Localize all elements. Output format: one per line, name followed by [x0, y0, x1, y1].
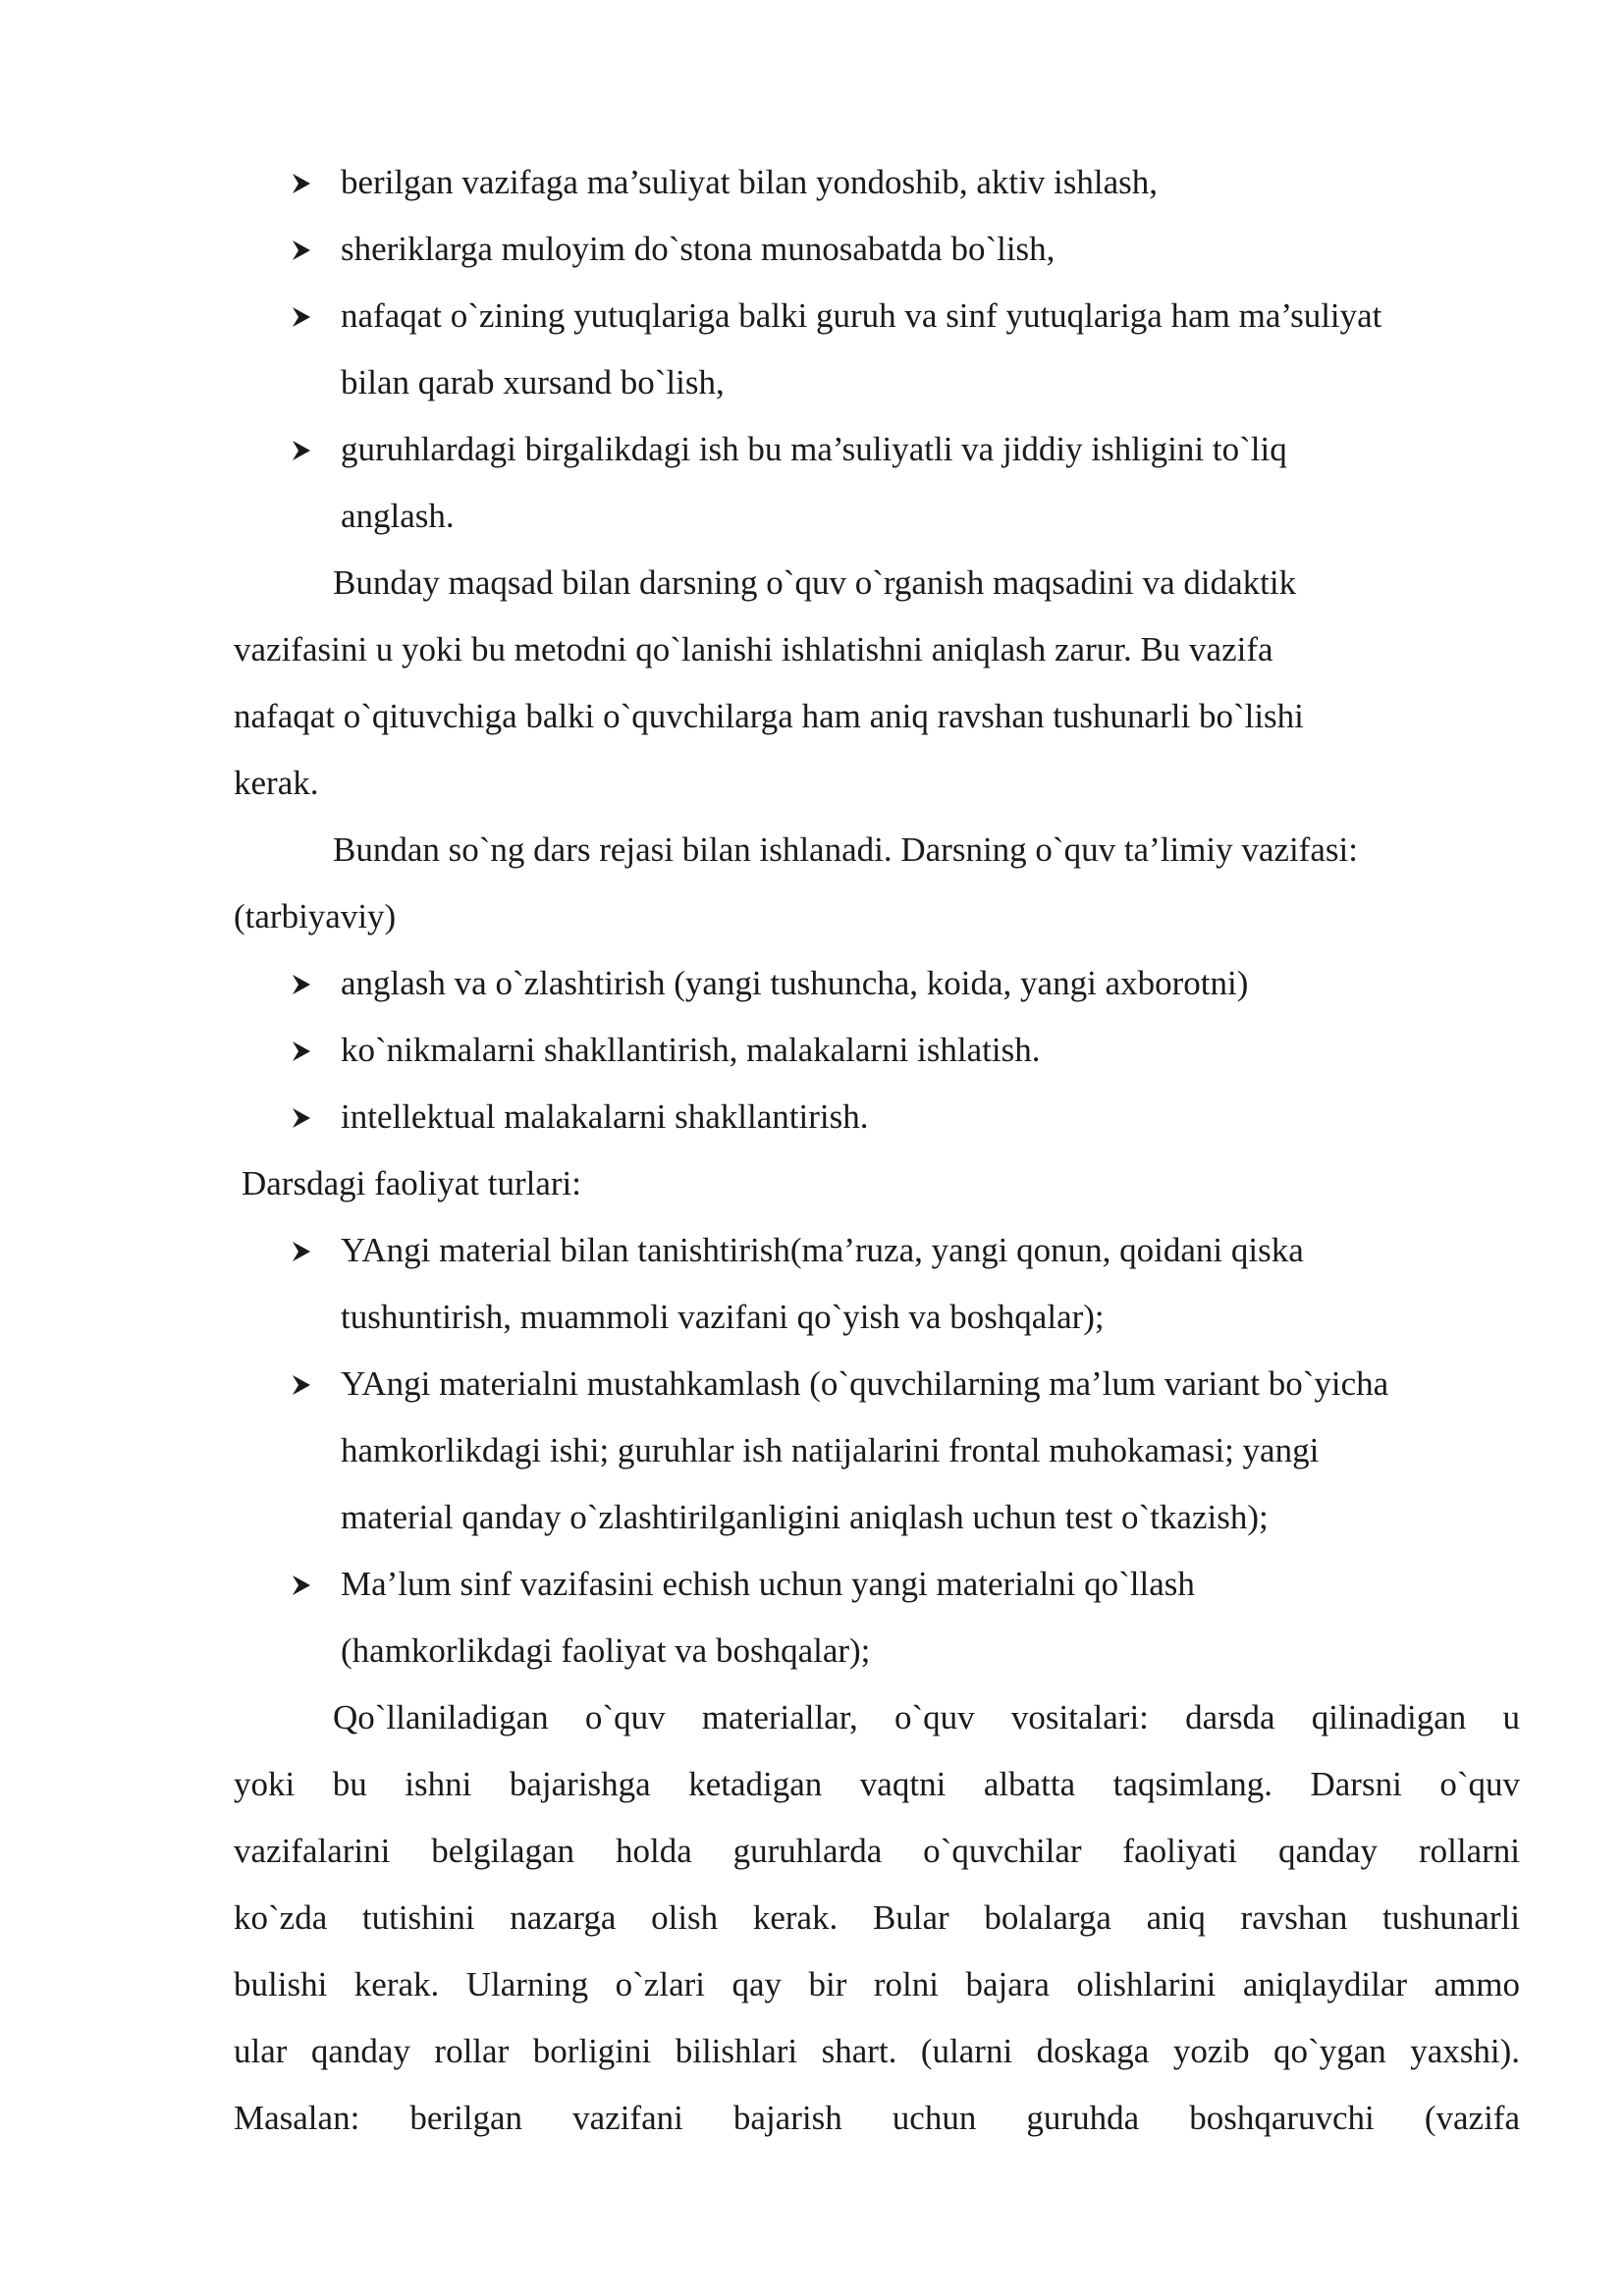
document-page — [234, 149, 1520, 2152]
arrow-bullet-icon — [291, 216, 330, 283]
list-item-text: YAngi material bilan tanishtirish(ma’ruza, yangi qonun, qoidani qiska — [341, 1231, 1304, 1269]
list-item-text: intellektual malakalarni shakllantirish. — [341, 1097, 869, 1136]
list-item-continuation: bilan qarab xursand bo`lish, — [341, 363, 725, 401]
paragraph-line: Bunday maqsad bilan darsning o`quv o`rganish maqsadini va didaktik — [333, 563, 1297, 602]
list-item-text: Ma’lum sinf vazifasini echish uchun yangi materialni qo`llash — [341, 1565, 1195, 1603]
paragraph-line: ko`zda tutishini nazarga olish kerak. Bular bolalarga aniq ravshan tushunarli — [234, 1898, 1520, 1937]
list-item-text: berilgan vazifaga ma’suliyat bilan yondoshib, aktiv ishlash, — [341, 163, 1159, 201]
paragraph-line: vazifasini u yoki bu metodni qo`lanishi ishlatishni aniqlash zarur. Bu vazifa — [234, 630, 1273, 668]
list-item-continuation: material qanday o`zlashtirilganligini aniqlash uchun test o`tkazish); — [341, 1498, 1269, 1536]
list-item-text: YAngi materialni mustahkamlash (o`quvchilarning ma’lum variant bo`yicha — [341, 1364, 1389, 1403]
arrow-bullet-icon — [291, 1217, 330, 1284]
paragraph-line: Qo`llaniladigan o`quv materiallar, o`quv vositalari: darsda qilinadigan u — [333, 1698, 1520, 1736]
list-item — [234, 216, 1520, 283]
list-item-continuation: hamkorlikdagi ishi; guruhlar ish natijalarini frontal muhokamasi; yangi — [341, 1431, 1320, 1469]
arrow-bullet-icon — [291, 1551, 330, 1618]
paragraph-line: nafaqat o`qituvchiga balki o`quvchilarga ham aniq ravshan tushunarli bo`lishi — [234, 697, 1304, 735]
arrow-bullet-icon — [291, 1351, 330, 1417]
list-item-continuation: anglash. — [341, 497, 455, 535]
arrow-bullet-icon — [291, 1084, 330, 1150]
paragraph-line: ular qanday rollar borligini bilishlari shart. (ularni doskaga yozib qo`ygan yaxshi). — [234, 2032, 1520, 2070]
list-item — [234, 416, 1520, 483]
list-item — [234, 1351, 1520, 1417]
list-item — [234, 149, 1520, 216]
paragraph-line: Bundan so`ng dars rejasi bilan ishlanadi. Darsning o`quv ta’limiy vazifasi: — [333, 830, 1358, 869]
list-item — [234, 283, 1520, 349]
list-item — [234, 1017, 1520, 1084]
list-item-continuation: tushuntirish, muammoli vazifani qo`yish va boshqalar); — [341, 1298, 1105, 1336]
list-item-text: ko`nikmalarni shakllantirish, malakalarni ishlatish. — [341, 1031, 1041, 1069]
arrow-bullet-icon — [291, 1017, 330, 1084]
list-item — [234, 950, 1520, 1017]
section-heading: Darsdagi faoliyat turlari: — [242, 1164, 581, 1202]
arrow-bullet-icon — [291, 416, 330, 483]
arrow-bullet-icon — [291, 950, 330, 1017]
list-item-continuation: (hamkorlikdagi faoliyat va boshqalar); — [341, 1631, 871, 1670]
list-item-text: sheriklarga muloyim do`stona munosabatda bo`lish, — [341, 230, 1056, 268]
paragraph-line: Masalan: berilgan vazifani bajarish uchun guruhda boshqaruvchi (vazifa — [234, 2099, 1520, 2137]
paragraph-line: (tarbiyaviy) — [234, 897, 397, 935]
list-item-text: anglash va o`zlashtirish (yangi tushuncha, koida, yangi axborotni) — [341, 964, 1249, 1002]
paragraph-line: bulishi kerak. Ularning o`zlari qay bir rolni bajara olishlarini aniqlaydilar ammo — [234, 1965, 1520, 2003]
paragraph-line: kerak. — [234, 764, 319, 802]
paragraph-line: yoki bu ishni bajarishga ketadigan vaqtni albatta taqsimlang. Darsni o`quv — [234, 1765, 1520, 1803]
list-item — [234, 1084, 1520, 1150]
paragraph-line: vazifalarini belgilagan holda guruhlarda o`quvchilar faoliyati qanday rollarni — [234, 1832, 1520, 1870]
list-item — [234, 1217, 1520, 1284]
list-item-text: nafaqat o`zining yutuqlariga balki guruh va sinf yutuqlariga ham ma’suliyat — [341, 296, 1382, 335]
arrow-bullet-icon — [291, 149, 330, 216]
list-item-text: guruhlardagi birgalikdagi ish bu ma’suliyatli va jiddiy ishligini to`liq — [341, 430, 1287, 468]
arrow-bullet-icon — [291, 283, 330, 349]
list-item — [234, 1551, 1520, 1618]
